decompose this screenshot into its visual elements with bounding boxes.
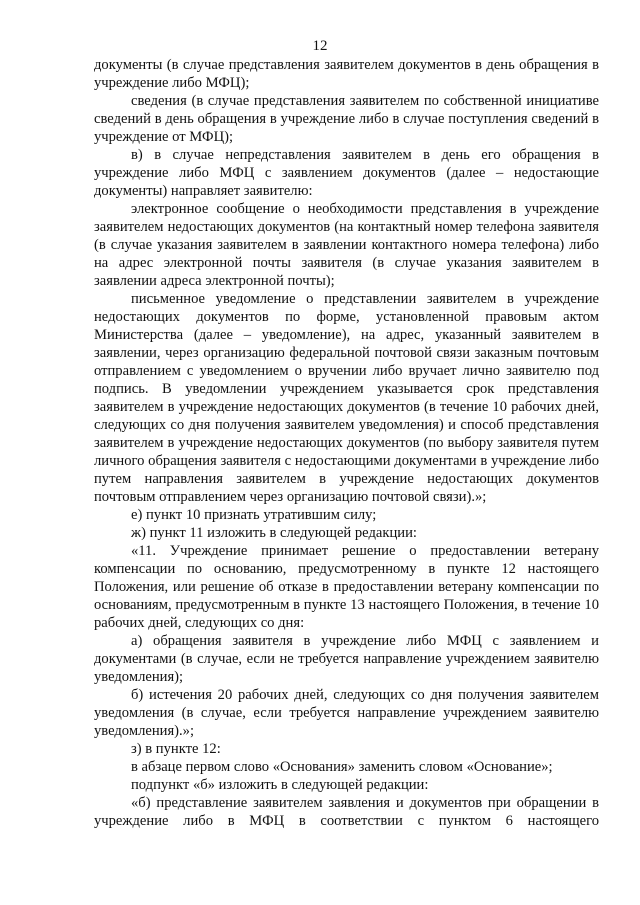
paragraph-9: а) обращения заявителя в учреждение либо МФЦ с заявлением и документами (в случае, если не требуется направление учреждением заявителю уведомления); bbox=[94, 633, 599, 685]
paragraph-10: б) истечения 20 рабочих дней, следующих со дня получения заявителем уведомления (в случае, если требуется направление учреждением заявителю уведомления).»; bbox=[94, 687, 599, 739]
paragraph-1: документы (в случае представления заявителем документов в день обращения в учреждение либо МФЦ); bbox=[94, 57, 599, 91]
paragraph-2: сведения (в случае представления заявителем по собственной инициативе сведений в день обращения в учреждение либо в случае поступления сведений в учреждение от МФЦ); bbox=[94, 93, 599, 145]
paragraph-7: ж) пункт 11 изложить в следующей редакции: bbox=[131, 525, 417, 541]
paragraph-6: е) пункт 10 признать утратившим силу; bbox=[131, 507, 377, 523]
paragraph-13: подпункт «б» изложить в следующей редакции: bbox=[131, 777, 429, 793]
document-body bbox=[94, 56, 599, 830]
paragraph-5: письменное уведомление о представлении заявителем в учреждение недостающих документов по форме, установленной правовым актом Министерства (далее – уведомление), на адрес, указанный заявителем в заявлении, через организацию федеральной почтовой связи заказным почтовым отправлением с уведомлением о вручении либо вручает лично заявителю под подпись. В уведомлении учреждением указывается срок представления заявителем в учреждение недостающих документов (в течение 10 рабочих дней, следующих со дня получения заявителем уведомления) и способ представления заявителем в учреждение недостающих документов (по выбору заявителя путем личного обращения заявителя с недостающими документами в учреждение либо путем направления заявителем в учреждение недостающих документов почтовым отправлением через организацию почтовой связи).»; bbox=[94, 291, 599, 505]
paragraph-12: в абзаце первом слово «Основания» заменить словом «Основание»; bbox=[131, 759, 553, 775]
paragraph-4: электронное сообщение о необходимости представления в учреждение заявителем недостающих документов (на контактный номер телефона заявителя (в случае указания заявителем в заявлении контактного номера телефона) либо на адрес электронной почты заявителя (в случае указания заявителем в заявлении адреса электронной почты); bbox=[94, 201, 599, 289]
page-number: 12 bbox=[312, 38, 328, 54]
paragraph-8: «11. Учреждение принимает решение о предоставлении ветерану компенсации по основанию, предусмотренному в пункте 12 настоящего Положения, или решение об отказе в предоставлении ветерану компенсации по основаниям, предусмотренным в пункте 13 настоящего Положения, в течение 10 рабочих дней, следующих со дня: bbox=[94, 543, 599, 631]
paragraph-14: «б) представление заявителем заявления и документов при обращении в учреждение либо в МФЦ в соответствии с пунктом 6 настоящего bbox=[94, 795, 599, 829]
paragraph-11: з) в пункте 12: bbox=[131, 741, 221, 757]
paragraph-3: в) в случае непредставления заявителем в день его обращения в учреждение либо МФЦ с заявлением документов (далее – недостающие документы) направляет заявителю: bbox=[94, 147, 599, 199]
